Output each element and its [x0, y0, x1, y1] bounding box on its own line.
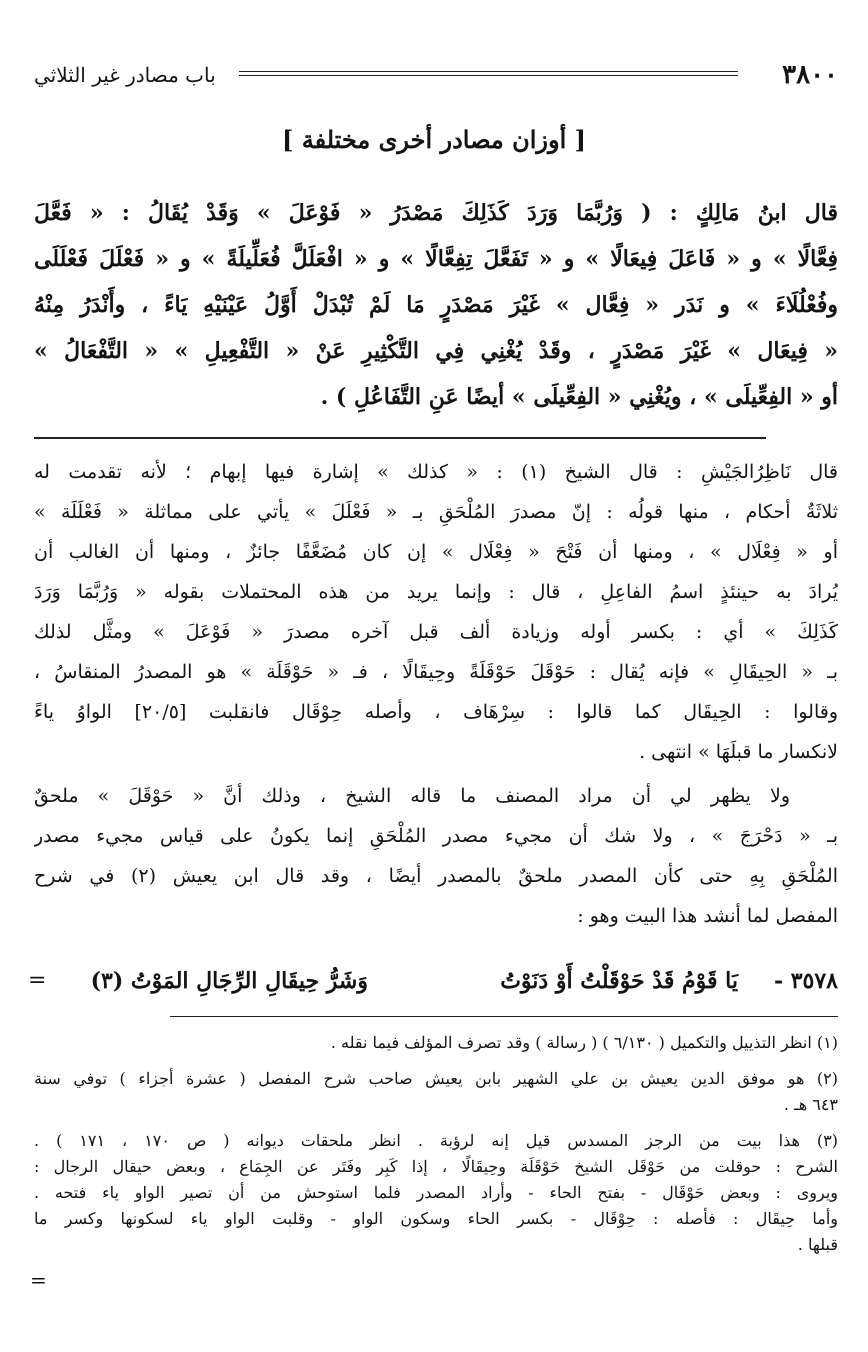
- footnote-line: (٣) هذا بيت من الرجز المسدس قيل إنه لرؤبة . انظر ملحقات ديوانه ( ص ١٧٠ ، ١٧١ ) .: [34, 1131, 838, 1150]
- page-number: ٣٨٠٠: [782, 60, 838, 90]
- commentary-paragraph-1: [34, 452, 838, 772]
- chapter-title: باب مصادر غير الثلاثي: [34, 63, 216, 87]
- matn-line: فِعَّالًا » و « فَاعَلَ فِيعَالًا » و « تَفَعَّلَ تِفِعَّالًا » و « افْعَلَلَّ فُعَلِّيلَةً » و « فَعْلَلَ فَعْلَلَى: [34, 246, 838, 272]
- commentary-line: يُرادَ به حينئذٍ اسمُ الفاعِلِ ، قال : وإنما يريد من هذه المحتملات بقوله « وَرُبَّمَا وَرَدَ: [34, 581, 838, 603]
- verse-line: [28, 956, 838, 1006]
- commentary-line: وقالوا : الحِيقَال كما قالوا : سِرْهَاف ، وأصله حِوْقَال فانقلبت [٢٠/٥] الواوُ ياءً: [34, 701, 838, 723]
- footnote-line: ٦٤٣ هـ .: [783, 1095, 838, 1114]
- footnote-line: ويروى : وبعض حَوْقَال - بفتح الحاء - وأراد المصدر فلما استوحش من أن تصير الواو ياء فتحه .: [34, 1183, 838, 1202]
- commentary-line: ولا يظهر لي أن مراد المصنف ما قاله الشيخ ، وذلك أنَّ « حَوْقَلَ » ملحقٌ: [34, 785, 790, 807]
- footnote-gap: [34, 1056, 838, 1066]
- footnote-line: الشرح : حوقلت من حَوْقَل الشيخ حَوْقَلَة وحِيقَالًا ، إذا كَبِر وفَتَر عن الجِمَاع ، وبعض حيقال الرجال :: [34, 1157, 838, 1176]
- commentary-line: بـ « الحِيقَالِ » فإنه يُقال : حَوْقَلَ حَوْقَلَةً وحِيقَالًا ، فـ « حَوْقَلَة » هو المصدرُ المنقاسُ ،: [34, 661, 838, 683]
- commentary-line: قال نَاظِرُالجَيْشِ : قال الشيخ (١) : « كذلك » إشارة فيها إبهام ؛ لأنه تقدمت له: [34, 461, 838, 483]
- matn-line: قال ابنُ مَالِكٍ : ( وَرُبَّمَا وَرَدَ كَذَلِكَ مَصْدَرُ « فَوْعَلَ » وَقَدْ يُقَالُ : « فَعَّلَ: [34, 200, 838, 226]
- commentary-line: المفصل لما أنشد هذا البيت وهو :: [577, 905, 838, 927]
- commentary-line: لانكسار ما قبلَهَا » انتهى .: [639, 741, 838, 763]
- commentary-line: أو « فِعْلَال » ، ومنها أن فَتْحَ « فِعْلَال » إن كان مُضَعَّفًا جائزٌ ، ومنها أن الغالب أن: [34, 541, 838, 563]
- matn-line: « فِيعَال » غَيْرَ مَصْدَرٍ ، وقَدْ يُغْنِي فِي التَّكْثِيرِ عَنْ « التَّفْعِيلِ » « التَّفْعَالُ »: [34, 338, 838, 364]
- matn-line: وفُعْلُلَاءَ » و نَدَر « فِعَّال » غَيْرَ مَصْدَرٍ مَا لَمْ تُبْدَلْ أَوَّلُ عَيْنَيْهِ يَاءً ، وأَنْدَرُ مِنْهُ: [34, 292, 838, 318]
- footnote-line: وأما حِيقَال : فأصله : حِوْقَال - بكسر الحاء وسكون الواو - وقلبت الواو ياء لسكونها وكسر ما: [34, 1209, 838, 1228]
- footnote-gap: [34, 1118, 838, 1128]
- matn-text: [34, 190, 838, 420]
- footnote-line: (١) انظر التذييل والتكميل ( ٦/١٣٠ ) ( رسالة ) وقد تصرف المؤلف فيما نقله .: [330, 1033, 838, 1052]
- footnote-rule: [170, 1016, 838, 1017]
- footnotes: [34, 1030, 838, 1258]
- bottom-continuation-marker: =: [30, 1268, 47, 1292]
- footnote-line: (٢) هو موفق الدين يعيش بن علي الشهير بابن يعيش صاحب شرح المفصل ( عشرة أجزاء ) توفي سنة: [34, 1069, 838, 1088]
- commentary-paragraph-2: [34, 776, 838, 936]
- matn-separator-rule: [34, 437, 766, 439]
- section-heading: [ أوزان مصادر أخرى مختلفة ]: [282, 125, 586, 154]
- matn-line: أو « الفِعِّيلَى » ، ويُغْنِي « الفِعِّيلَى » أيضًا عَنِ التَّفَاعُلِ ) .: [320, 384, 838, 410]
- continuation-marker: =: [28, 968, 47, 993]
- verse-hemistich-2: وَشَرُّ حِيقَالِ الرِّجَالِ المَوْتُ (٣): [90, 968, 368, 994]
- commentary-line: كَذَلِكَ » أي : بكسر أوله وزيادة ألف قبل آخره مصدرَ « فَوْعَلَ » ومثَّل لذلك: [34, 621, 838, 643]
- commentary-line: ثلاثَةُ أحكام ، منها قولُه : إنّ مصدرَ المُلْحَقِ بـ « فَعْلَلَ » يأتي على مماثلة « فَعْلَلَة »: [34, 501, 838, 523]
- footnote-line: قبلها .: [797, 1235, 838, 1254]
- commentary-line: بـ « دَحْرَجَ » ، ولا شك أن مجيء مصدر المُلْحَقِ إنما يكونُ على قياس مجيء مصدر: [34, 825, 838, 847]
- verse-number: ٣٥٧٨ -: [773, 968, 838, 994]
- running-head: [34, 58, 838, 98]
- commentary-line: المُلْحَقِ بِهِ حتى كأن المصدر ملحقٌ بالمصدر أيضًا ، وقد قال ابن يعيش (٢) في شرح: [34, 865, 838, 887]
- header-rule: [239, 71, 738, 76]
- verse-hemistich-1: يَا قَوْمُ قَدْ حَوْقَلْتُ أَوْ دَنَوْتُ: [500, 968, 738, 994]
